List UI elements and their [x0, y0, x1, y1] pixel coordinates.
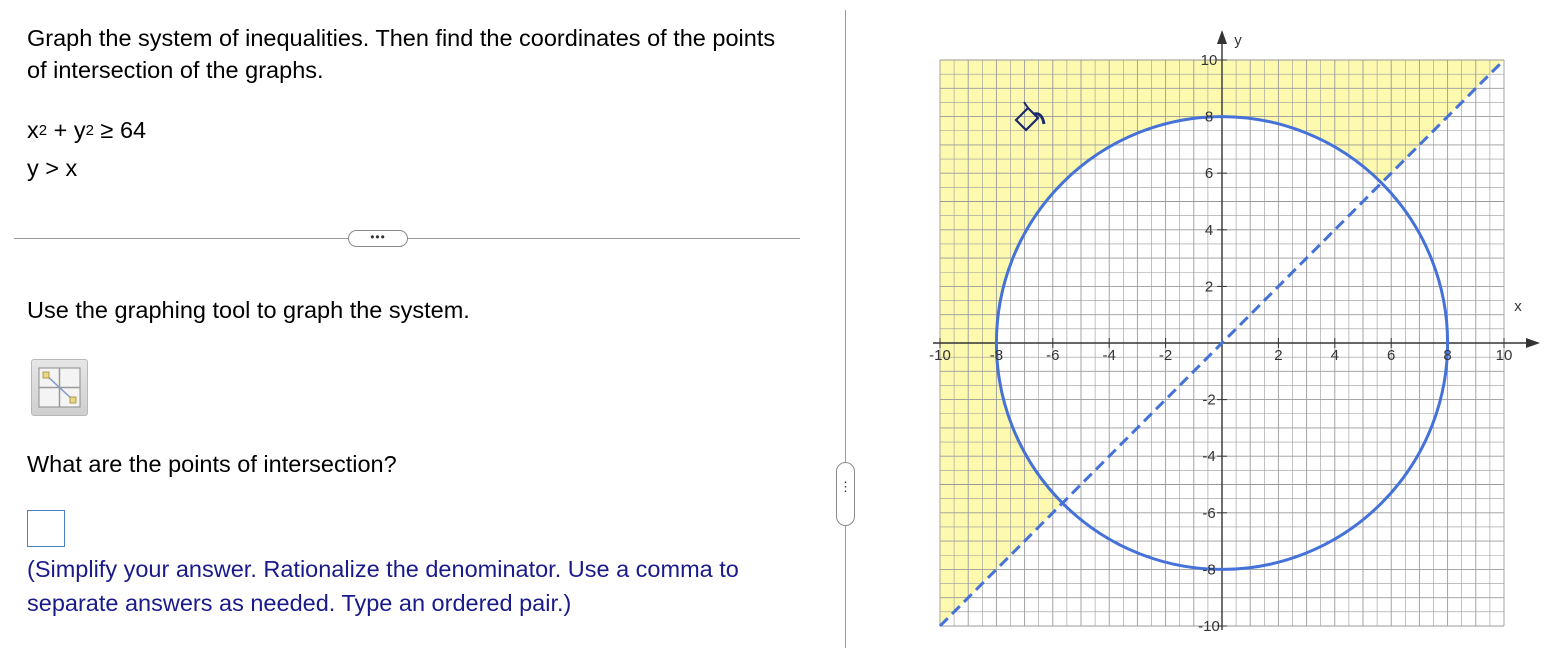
x-tick-label: 8	[1443, 347, 1452, 364]
y-tick-label: 2	[1204, 278, 1214, 296]
y-tick-label: -8	[1202, 561, 1216, 579]
panel-resize-handle[interactable]: ⋮	[836, 462, 855, 526]
y-axis-arrow	[1217, 30, 1227, 44]
ineq1-y: y	[73, 117, 86, 143]
x-tick-label: 2	[1274, 347, 1283, 364]
y-tick-label: -10	[1198, 618, 1220, 635]
y-tick-label: -4	[1202, 448, 1216, 466]
ineq1-rest: ≥ 64	[93, 117, 147, 143]
x-tick-label: 6	[1387, 347, 1396, 364]
x-tick-label: -10	[929, 347, 951, 364]
inequality-2: y > x	[27, 155, 78, 181]
x-tick-label: 10	[1495, 347, 1513, 364]
x-tick-label: -8	[989, 347, 1004, 364]
ineq1-exponent-y: 2	[85, 122, 94, 139]
x-axis-arrow	[1526, 338, 1540, 348]
x-tick-label: -2	[1158, 347, 1173, 364]
y-tick-label: 8	[1204, 108, 1214, 126]
expand-more-button[interactable]: •••	[348, 230, 408, 247]
answer-instructions: (Simplify your answer. Rationalize the denominator. Use a comma to separate answers as needed. Type an ordered pair.)	[27, 556, 739, 616]
x-tick-label: -6	[1046, 347, 1060, 364]
y-axis-label: y	[1234, 32, 1242, 49]
prompt-text: What are the points of intersection?	[27, 451, 397, 477]
question-text: Graph the system of inequalities. Then find the coordinates of the points of intersection of the graphs.	[27, 25, 776, 83]
x-axis-label: x	[1514, 298, 1522, 315]
x-tick-label: -4	[1102, 347, 1116, 364]
y-tick-label: -2	[1202, 391, 1216, 409]
y-tick-label: 6	[1204, 165, 1214, 183]
y-tick-label: 10	[1200, 52, 1218, 69]
x-tick-label: 4	[1330, 347, 1339, 364]
ineq1-plus: +	[47, 117, 74, 143]
ineq1-x: x	[27, 117, 39, 143]
y-tick-label: -6	[1202, 504, 1216, 522]
ineq1-exponent-x: 2	[38, 122, 48, 139]
instruction-text: Use the graphing tool to graph the system.	[27, 297, 470, 323]
y-tick-label: 4	[1204, 221, 1214, 239]
